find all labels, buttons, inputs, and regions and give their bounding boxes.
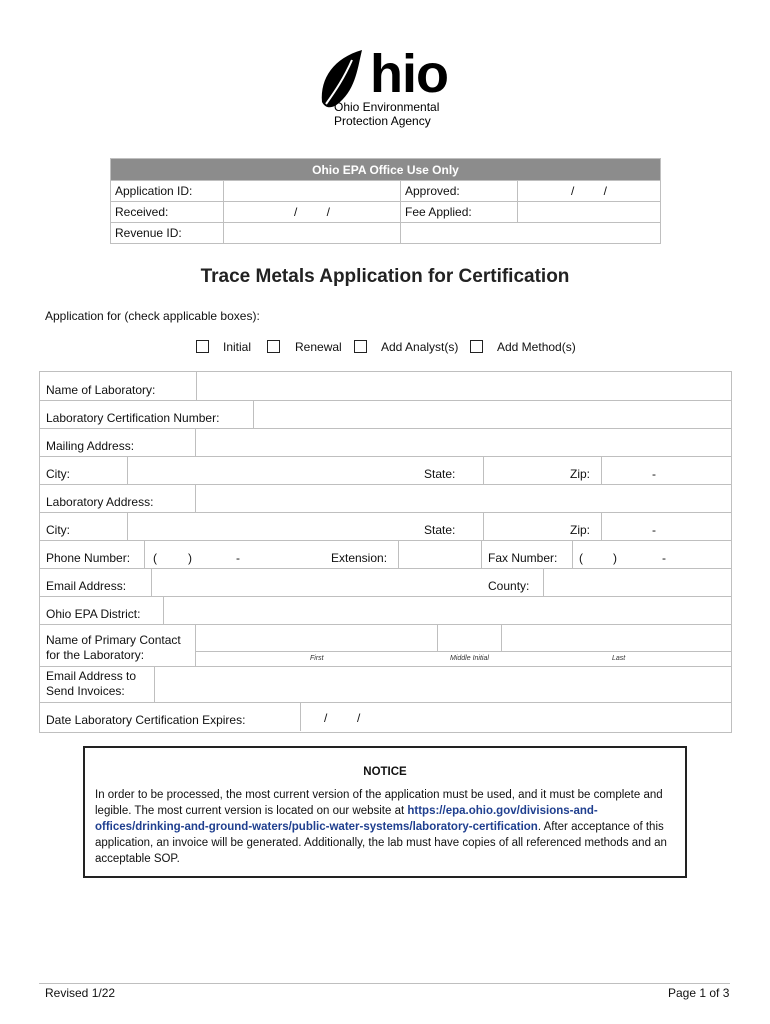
last-caption: Last: [612, 655, 626, 662]
revenue-id-blank: [401, 223, 661, 244]
lab-name-label: Name of Laboratory:: [46, 383, 156, 397]
district-row: [40, 596, 731, 625]
extension-divider: [481, 540, 482, 568]
invoice-email-line-1: Email Address to: [46, 669, 137, 683]
primary-contact-line-2: for the Laboratory:: [46, 648, 145, 662]
initial-label: Initial: [223, 340, 252, 354]
mailing-zip-label: Zip:: [570, 467, 591, 481]
cert-number-label: Laboratory Certification Number:: [46, 411, 220, 425]
approved-field[interactable]: [518, 181, 661, 202]
mailing-address-row: [40, 428, 731, 457]
cert-expiration-slash-2: /: [357, 711, 361, 725]
primary-contact-label: [46, 633, 181, 663]
invoice-email-label: [46, 669, 136, 699]
lab-address-field[interactable]: [195, 484, 731, 512]
fee-applied-field[interactable]: [518, 202, 661, 223]
application-for-label: Application for (check applicable boxes):: [45, 309, 260, 323]
lab-city-label: City:: [46, 523, 70, 537]
extension-field[interactable]: [398, 540, 482, 568]
logo-line-1: Ohio Environmental: [334, 100, 440, 114]
received-label: Received:: [111, 202, 224, 223]
revision-label: Revised 1/22: [45, 986, 116, 1000]
invoice-email-field[interactable]: [154, 666, 731, 702]
middle-initial-field[interactable]: [437, 624, 502, 652]
approved-label: Approved:: [401, 181, 518, 202]
invoice-email-line-2: Send Invoices:: [46, 684, 125, 698]
received-field[interactable]: [224, 202, 401, 223]
approved-date-slashes: / /: [570, 184, 607, 198]
mailing-address-field[interactable]: [195, 428, 731, 456]
logo-line-2: Protection Agency: [334, 114, 431, 128]
mailing-city-field[interactable]: [127, 456, 423, 484]
fax-dash: -: [662, 551, 666, 565]
email-label: Email Address:: [46, 579, 127, 593]
cert-expiration-field[interactable]: [300, 702, 731, 731]
add-method-label: Add Method(s): [497, 340, 576, 354]
mailing-city-row: [40, 456, 731, 485]
notice-body: [95, 787, 680, 867]
fee-applied-label: Fee Applied:: [401, 202, 518, 223]
county-label: County:: [488, 579, 530, 593]
lab-certification-link[interactable]: https://epa.ohio.gov/divisions-and-offices/drinking-and-ground-waters/public-water-systems/laboratory-certification: [95, 805, 598, 833]
phone-dash: -: [236, 551, 240, 565]
phone-paren-close: ): [188, 551, 192, 565]
cert-number-row: [40, 400, 731, 429]
fax-paren-open: (: [579, 551, 583, 565]
mailing-zip-dash: -: [652, 467, 656, 481]
primary-contact-line-1: Name of Primary Contact: [46, 633, 181, 647]
first-caption: First: [310, 655, 324, 662]
lab-name-row: [40, 372, 731, 401]
cert-expiration-slash-1: /: [324, 711, 328, 725]
renewal-label: Renewal: [295, 340, 342, 354]
mailing-state-label: State:: [424, 467, 456, 481]
lab-state-field[interactable]: [483, 512, 567, 540]
add-analyst-checkbox[interactable]: [354, 340, 367, 353]
footer-divider: [39, 983, 730, 984]
mailing-zip-field[interactable]: [601, 456, 731, 484]
lab-zip-dash: -: [652, 523, 656, 537]
add-analyst-label: Add Analyst(s): [381, 340, 459, 354]
office-use-header: Ohio EPA Office Use Only: [111, 159, 661, 181]
add-method-checkbox[interactable]: [470, 340, 483, 353]
lab-city-row: [40, 512, 731, 541]
application-id-label: Application ID:: [111, 181, 224, 202]
logo-agency-name: [334, 100, 439, 128]
page-number: Page 1 of 3: [668, 986, 730, 1000]
fax-field[interactable]: [572, 540, 731, 568]
laboratory-info-form: [39, 371, 732, 733]
lab-name-field[interactable]: [196, 372, 731, 400]
primary-contact-row: [40, 624, 731, 667]
last-name-field[interactable]: [501, 624, 731, 652]
lab-zip-label: Zip:: [570, 523, 591, 537]
phone-paren-open: (: [153, 551, 157, 565]
mailing-city-label: City:: [46, 467, 70, 481]
application-type-checkboxes: [0, 339, 770, 357]
county-field[interactable]: [543, 568, 731, 596]
extension-label: Extension:: [331, 551, 388, 565]
renewal-checkbox[interactable]: [267, 340, 280, 353]
revenue-id-field[interactable]: [224, 223, 401, 244]
logo-wordmark: hio: [370, 44, 448, 104]
fax-paren-close: ): [613, 551, 617, 565]
lab-zip-field[interactable]: [601, 512, 731, 540]
notice-body-text-2: . After acceptance of this application, an invoice will be generated. Additionally, the lab must have copies of all referenced methods and an acceptable SOP.: [95, 821, 667, 865]
email-field[interactable]: [151, 568, 482, 596]
phone-row: [40, 540, 731, 569]
lab-state-label: State:: [424, 523, 456, 537]
application-id-field[interactable]: [224, 181, 401, 202]
invoice-email-row: [40, 666, 731, 703]
district-label: Ohio EPA District:: [46, 607, 141, 621]
contact-sub-divider: [195, 652, 196, 666]
notice-box: [83, 746, 687, 878]
notice-title: NOTICE: [363, 766, 407, 778]
cert-number-field[interactable]: [253, 400, 731, 428]
mailing-address-label: Mailing Address:: [46, 439, 135, 453]
district-field[interactable]: [163, 596, 731, 624]
phone-label: Phone Number:: [46, 551, 131, 565]
lab-city-field[interactable]: [127, 512, 423, 540]
revenue-id-label: Revenue ID:: [111, 223, 224, 244]
first-name-field[interactable]: [195, 624, 438, 652]
office-use-table: [110, 158, 661, 244]
lab-address-label: Laboratory Address:: [46, 495, 154, 509]
fax-label: Fax Number:: [488, 551, 558, 565]
notice-body-text-1: In order to be processed, the most current version of the application must be used, and it must be complete and legible. The most current version is located on our website at: [95, 789, 663, 817]
lab-address-row: [40, 484, 731, 513]
cert-expiration-row: [40, 702, 731, 731]
initial-checkbox[interactable]: [196, 340, 209, 353]
email-row: [40, 568, 731, 597]
cert-expiration-label: Date Laboratory Certification Expires:: [46, 713, 246, 727]
received-date-slashes: / /: [293, 205, 330, 219]
mailing-state-field[interactable]: [483, 456, 567, 484]
middle-caption: Middle Initial: [450, 655, 489, 662]
page-title: Trace Metals Application for Certification: [200, 266, 570, 287]
